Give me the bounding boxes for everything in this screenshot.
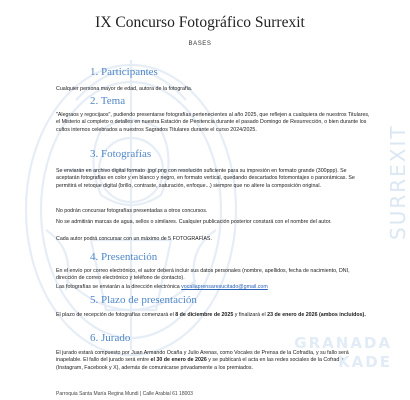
paragraph: Cada autor podrá concursar con un máximo de 5 FOTOGRAFÍAS. <box>56 236 212 242</box>
logo-line-1: GRANADA <box>294 334 392 352</box>
paragraph: En el envío por correo electrónico, el autor deberá incluir sus datos personales (nombre, apellidos, fecha de nacimiento, DNI, dirección de correo electrónico y teléfono de contacto). <box>56 268 350 282</box>
section-heading-tema: 2. Tema <box>90 95 126 107</box>
paragraph-text: y se publicará el acta en las redes sociales de la Cofradía (Instagram, Facebook y X), además de comunicarse privadamente a los premiados. <box>56 357 344 371</box>
paragraph-text: El jurado estará compuesto por Juan Armando Ocaña y Julio Arenas, como Vocales de Prensa de la Cofradía, y su fallo será inapelable. El fallo del jurado será entre <box>56 350 349 364</box>
granada-logo <box>288 334 392 378</box>
paragraph <box>56 312 370 319</box>
paragraph: No se admitirán marcas de agua, sellos o similares. Cualquier publicación posterior constará con el nombre del autor. <box>56 219 332 225</box>
vertical-brand-text: SURREXIT <box>386 124 410 240</box>
section-heading-presentacion: 4. Presentación <box>90 251 158 263</box>
document-title: IX Concurso Fotográfico Surrexit <box>95 14 305 31</box>
section-heading-plazo: 5. Plazo de presentación <box>90 294 197 306</box>
paragraph-text: y finalizará el <box>234 312 266 318</box>
logo-line-2: KADE <box>338 353 392 371</box>
paragraph <box>56 284 370 291</box>
section-heading-fotografias: 3. Fotografías <box>90 148 152 160</box>
paragraph: Se enviarán en archivo digital formato .jpg/.png con resolución suficiente para su impresión en formato grande (300ppp). Se aceptarán fotografías en color y en blanco y negro, en formato vertical, quedando descartados fotomontajes o panorámicas. Se permitirá el retoque digital (brillo, contraste, saturación, enfoque...) siempre que no altere la composición original. <box>56 168 355 189</box>
paragraph: Cualquier persona mayor de edad, autora de la fotografía. <box>56 86 193 92</box>
end-date: 23 de enero de 2026 (ambos incluidos). <box>267 312 366 318</box>
email-link[interactable]: vocaliaprensaresucitado@gmail.com <box>181 284 268 290</box>
section-heading-jurado: 6. Jurado <box>90 332 131 344</box>
paragraph: "Alegraos y regocijaos", pudiendo presentarse fotografías pertenecientes al año 2025, que reflejen a cualquiera de nuestros Titulares, el Misterio al completo o detalles en nuestra Estación de Penitencia durante el pasado Domingo de Resurrección, o bien durante los cultos internos celebrados a nuestros Sagrados Titulares durante el curso 2024/2025. <box>56 112 370 133</box>
paragraph-text: Las fotografías se enviarán a la dirección electrónica <box>56 284 180 290</box>
verdict-date: el 30 de enero de 2026 <box>150 357 207 364</box>
paragraph-text: El plazo de recepción de fotografías comenzará el <box>56 312 174 318</box>
document-subtitle: BASES <box>188 41 212 47</box>
paragraph: No podrán concursar fotografías presentadas a otros concursos. <box>56 208 208 214</box>
start-date: 8 de diciembre de 2025 <box>175 312 234 318</box>
section-heading-participantes: 1. Participantes <box>90 66 158 78</box>
footer-address: Parroquia Santa María Regina Mundi | Calle Arabial 61 18003 <box>56 391 193 397</box>
